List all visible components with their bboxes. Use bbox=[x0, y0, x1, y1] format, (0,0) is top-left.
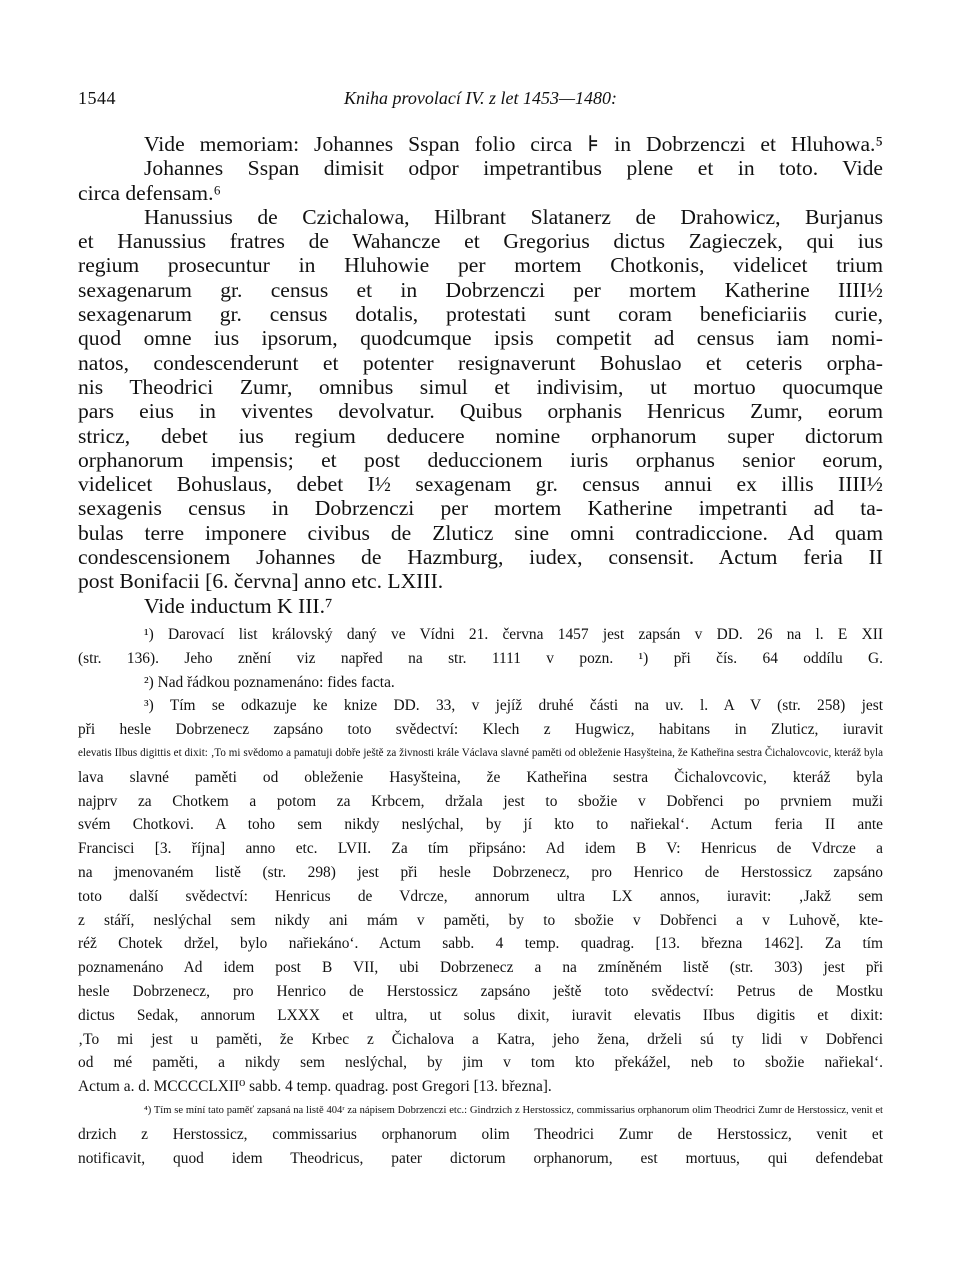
footnote-line: ²) Nad řádkou poznamenáno: fides facta. bbox=[144, 673, 395, 691]
text-line: bulas terre imponere civibus de Zluticz sine omni contradiccione. Ad quam bbox=[78, 520, 883, 545]
text-line: Johannes Sspan dimisit odpor impetrantibus plene et in toto. Vide bbox=[144, 156, 883, 181]
text-line: nis Theodrici Zumr, omnibus simul et indivisim, ut mortuo quocumque bbox=[78, 374, 883, 399]
footnote-line: réž Chotek držel, bylo nařiekáno‘. Actum sabb. 4 temp. quadrag. [13. března 1462]. Za tím bbox=[78, 935, 883, 953]
footnote-line: drzich z Herstossicz, commissarius orphanorum olim Theodrici Zumr de Herstossicz, venit et bbox=[78, 1125, 883, 1143]
text-line: pars eius in viventes devolvatur. Quibus orphanis Henricus Zumr, eorum bbox=[78, 399, 883, 424]
text-line: circa defensam.⁶ bbox=[78, 180, 222, 205]
text-line: et Hanussius fratres de Wahancze et Gregorius dictus Zagieczek, qui ius bbox=[78, 229, 883, 254]
text-line: natos, condescenderunt et potenter resignaverunt Bohuslao et ceteris orpha- bbox=[78, 350, 883, 375]
footnote-line: Actum a. d. MCCCCLXII⁰ sabb. 4 temp. quadrag. post Gregori [13. března]. bbox=[78, 1078, 552, 1096]
footnote-line: na jmenovaném listě (str. 298) jest při hesle Dobrzenecz, pro Henrico de Herstossicz zapsáno bbox=[78, 863, 883, 881]
text-line: sexagenarum gr. census et in Dobrzenczi per mortem Katherine IIII½ bbox=[78, 277, 883, 302]
footnote-line: hesle Dobrzenecz, pro Henrico de Herstossicz zapsáno ještě toto svědectví: Petrus de Mostku bbox=[78, 982, 883, 1000]
text-line: condescensionem Johannes de Hazmburg, iudex, consensit. Actum feria II bbox=[78, 545, 883, 570]
footnote-line: z stáří, neslýchal sem nikdy ani mám v paměti, by to sbožie v Dobřenci a v Luhově, kte- bbox=[78, 911, 883, 929]
footnote-line: ³) Tím se odkazuje ke knize DD. 33, v jejíž druhé části na uv. l. A V (str. 258) jest bbox=[144, 697, 883, 715]
footnote-line: dictus Sedak, annorum LXXX et ultra, ut solus dixit, iuravit elevatis IIbus digitis et dixit: bbox=[78, 1006, 883, 1024]
footnote-line: ‚To mi jest u paměti, že Krbec z Čichalova a Katra, jeho žena, drželi sú ty lidi v Dobřenci bbox=[78, 1030, 883, 1048]
text-line: videlicet Bohuslaus, debet I½ sexagenam gr. census annui ex illis IIII½ bbox=[78, 472, 883, 497]
text-line: regium prosecuntur in Hluhowie per mortem Chotkonis, videlicet trium bbox=[78, 253, 883, 278]
main-text bbox=[78, 132, 883, 618]
text-line: post Bonifacii [6. června] anno etc. LXIII. bbox=[78, 569, 444, 594]
running-title: Kniha provolací IV. z let 1453—1480: bbox=[344, 88, 617, 108]
footnote-line: při hesle Dobrzenecz zapsáno toto svědectví: Klech z Hugwicz, habitans in Zluticz, iuravit bbox=[78, 721, 883, 739]
footnote-line: Francisci [3. října] anno etc. LVII. Za tím připsáno: Ad idem B V: Henricus de Vdrcze a bbox=[78, 840, 883, 858]
footnote-line: toto další svědectví: Henricus de Vdrcze, annorum ultra LX annos, iuravit: ‚Jakž sem bbox=[78, 887, 883, 905]
text-line: orphanorum impensis; et post deduccionem iuris orphanus senior eorum, bbox=[78, 447, 883, 472]
text-line: stricz, debet ius regium deducere nomine orphanorum super dictorum bbox=[78, 423, 883, 448]
footnote-line: od mé paměti, a nikdy sem neslýchal, by jim v tom kto překážel, neb to sbožie nařiekal‘. bbox=[78, 1054, 883, 1072]
footnote-line: (str. 136). Jeho znění viz napřed na str. 1111 v pozn. ¹) při čís. 64 oddílu G. bbox=[78, 649, 883, 667]
footnotes bbox=[78, 623, 883, 1170]
footnote-line: notificavit, quod idem Theodricus, pater dictorum orphanorum, est mortuus, qui defendebat bbox=[78, 1149, 883, 1167]
footnote-line: ¹) Darovací list královský daný ve Vídni 21. června 1457 jest zapsán v DD. 26 na l. E XII bbox=[144, 626, 883, 643]
text-line: sexagenis census in Dobrzenczi per mortem Katherine impetranti ad ta- bbox=[78, 496, 883, 521]
text-line: Vide inductum K III.⁷ bbox=[144, 593, 333, 618]
footnote-line: lava slavné paměti od obleženie Hasyšteina, že Katheřina sestra Čichalovcovic, kteráž byla bbox=[78, 768, 883, 786]
page-header bbox=[78, 88, 883, 114]
footnote-line: ⁴) Tím se míní tato paměť zapsaná na listě 404ʳ za nápisem Dobrzenczi etc.: Gindrzich z Herstossicz, commissarius orphanorum olim Theodrici Zumr de Herstossicz, venit et bbox=[144, 1104, 883, 1116]
footnote-line: elevatis IIbus digittis et dixit: ‚To mi svědomo a pamatuji dobře ještě za živnosti krále Václava slavné paměti od obleženie Hasyšteina, že Katheřina sestra Čichalovcovic, kteráž byla bbox=[78, 746, 883, 759]
text-line: Hanussius de Czichalowa, Hilbrant Slatanerz de Drahowicz, Burjanus bbox=[144, 204, 883, 229]
footnote-line: poznamenáno Ad idem post B VII, ubi Dobrzenecz a na zmíněném listě (str. 303) jest při bbox=[78, 959, 883, 977]
footnote-line: svém Chotkovi. A toho sem nikdy neslýchal, by jí kto to nařiekal‘. Actum feria II ante bbox=[78, 816, 883, 834]
text-line: Vide memoriam: Johannes Sspan folio circa ⊧ in Dobrzenczi et Hluhowa.⁵ bbox=[144, 132, 883, 156]
text-line: sexagenarum gr. census dotalis, protestati sunt coram beneficiariis curie, bbox=[78, 302, 883, 327]
page-number: 1544 bbox=[78, 88, 116, 108]
footnote-line: najprv za Chotkem a potom za Krbcem, držala jest to sbožie v Dobřenci po prvniem muži bbox=[78, 792, 883, 810]
text-line: quod omne ius ipsorum, quodcumque ipsis competit ad census iam nomi- bbox=[78, 326, 883, 351]
